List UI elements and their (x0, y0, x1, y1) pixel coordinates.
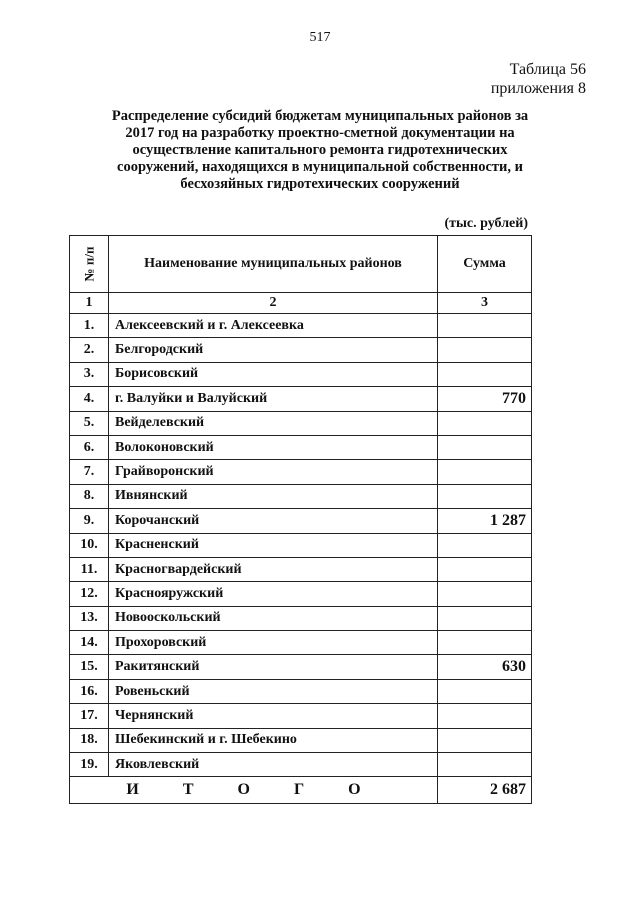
table-row (70, 704, 532, 728)
row-num: 19. (70, 753, 109, 777)
table-row (70, 557, 532, 581)
title-line5: бесхозяйных гидротехических сооружений (180, 176, 460, 192)
row-name: Ракитянский (109, 655, 438, 679)
row-sum (438, 606, 532, 630)
row-name: Грайворонский (109, 460, 438, 484)
row-sum (438, 582, 532, 606)
row-num: 3. (70, 362, 109, 386)
table-row (70, 314, 532, 338)
row-sum (438, 314, 532, 338)
table-row (70, 606, 532, 630)
row-name: Белгородский (109, 338, 438, 362)
row-sum (438, 704, 532, 728)
row-name: Красненский (109, 533, 438, 557)
row-name: Алексеевский и г. Алексеевка (109, 314, 438, 338)
table-row (70, 460, 532, 484)
table-row (70, 679, 532, 703)
row-sum (438, 362, 532, 386)
row-num: 1. (70, 314, 109, 338)
row-num: 10. (70, 533, 109, 557)
row-name: Новооскольский (109, 606, 438, 630)
row-num: 11. (70, 557, 109, 581)
row-sum (438, 484, 532, 508)
row-name: Ровеньский (109, 679, 438, 703)
table-row (70, 387, 532, 411)
table-row (70, 533, 532, 557)
subsidy-table (69, 235, 532, 804)
colnum-2: 2 (109, 293, 438, 314)
row-sum (438, 435, 532, 459)
row-num: 8. (70, 484, 109, 508)
total-row (70, 777, 532, 804)
row-name: Волоконовский (109, 435, 438, 459)
row-num: 2. (70, 338, 109, 362)
row-name: Красногвардейский (109, 557, 438, 581)
table-row (70, 338, 532, 362)
table-row (70, 753, 532, 777)
table-ref-line1: Таблица 56 (509, 61, 586, 78)
row-sum (438, 557, 532, 581)
header-num-label: № п/п (81, 246, 96, 281)
title-line1: Распределение субсидий бюджетам муниципальных районов за (111, 108, 529, 124)
column-number-row (70, 293, 532, 314)
table-row (70, 582, 532, 606)
document-title (60, 108, 580, 193)
row-num: 9. (70, 509, 109, 533)
header-name: Наименование муниципальных районов (109, 236, 438, 293)
row-num: 16. (70, 679, 109, 703)
title-line3: осуществление капитального ремонта гидротехнических (132, 142, 508, 158)
row-name: Корочанский (109, 509, 438, 533)
row-num: 12. (70, 582, 109, 606)
row-name: Шебекинский и г. Шебекино (109, 728, 438, 752)
table-row (70, 728, 532, 752)
table-ref-line2: приложения 8 (490, 80, 586, 97)
title-line4: сооружений, находящихся в муниципальной собственности, и (117, 159, 523, 175)
table-row (70, 509, 532, 533)
row-sum (438, 728, 532, 752)
row-name: Краснояружский (109, 582, 438, 606)
row-num: 7. (70, 460, 109, 484)
row-sum (438, 338, 532, 362)
units-label: (тыс. рублей) (444, 216, 528, 231)
row-sum (438, 631, 532, 655)
title-line2: 2017 год на разработку проектно-сметной документации на (125, 125, 515, 141)
header-num (70, 236, 109, 293)
total-sum: 2 687 (438, 777, 532, 804)
table-row (70, 484, 532, 508)
row-sum: 770 (438, 387, 532, 411)
row-name: Яковлевский (109, 753, 438, 777)
table-row (70, 435, 532, 459)
colnum-1: 1 (70, 293, 109, 314)
row-name: Прохоровский (109, 631, 438, 655)
row-num: 14. (70, 631, 109, 655)
row-num: 5. (70, 411, 109, 435)
row-num: 6. (70, 435, 109, 459)
row-name: г. Валуйки и Валуйский (109, 387, 438, 411)
page-number: 517 (309, 30, 331, 45)
row-num: 15. (70, 655, 109, 679)
row-name: Ивнянский (109, 484, 438, 508)
row-num: 4. (70, 387, 109, 411)
header-sum: Сумма (438, 236, 532, 293)
row-name: Чернянский (109, 704, 438, 728)
row-sum (438, 411, 532, 435)
row-sum (438, 679, 532, 703)
table-row (70, 631, 532, 655)
row-num: 13. (70, 606, 109, 630)
row-name: Борисовский (109, 362, 438, 386)
table-row (70, 655, 532, 679)
total-label: И Т О Г О (70, 777, 438, 804)
table-row (70, 362, 532, 386)
table-header-row (70, 236, 532, 293)
row-sum (438, 753, 532, 777)
row-sum (438, 460, 532, 484)
row-num: 18. (70, 728, 109, 752)
row-name: Вейделевский (109, 411, 438, 435)
row-sum: 630 (438, 655, 532, 679)
table-reference (491, 60, 586, 98)
row-sum: 1 287 (438, 509, 532, 533)
row-num: 17. (70, 704, 109, 728)
colnum-3: 3 (438, 293, 532, 314)
row-sum (438, 533, 532, 557)
table-row (70, 411, 532, 435)
